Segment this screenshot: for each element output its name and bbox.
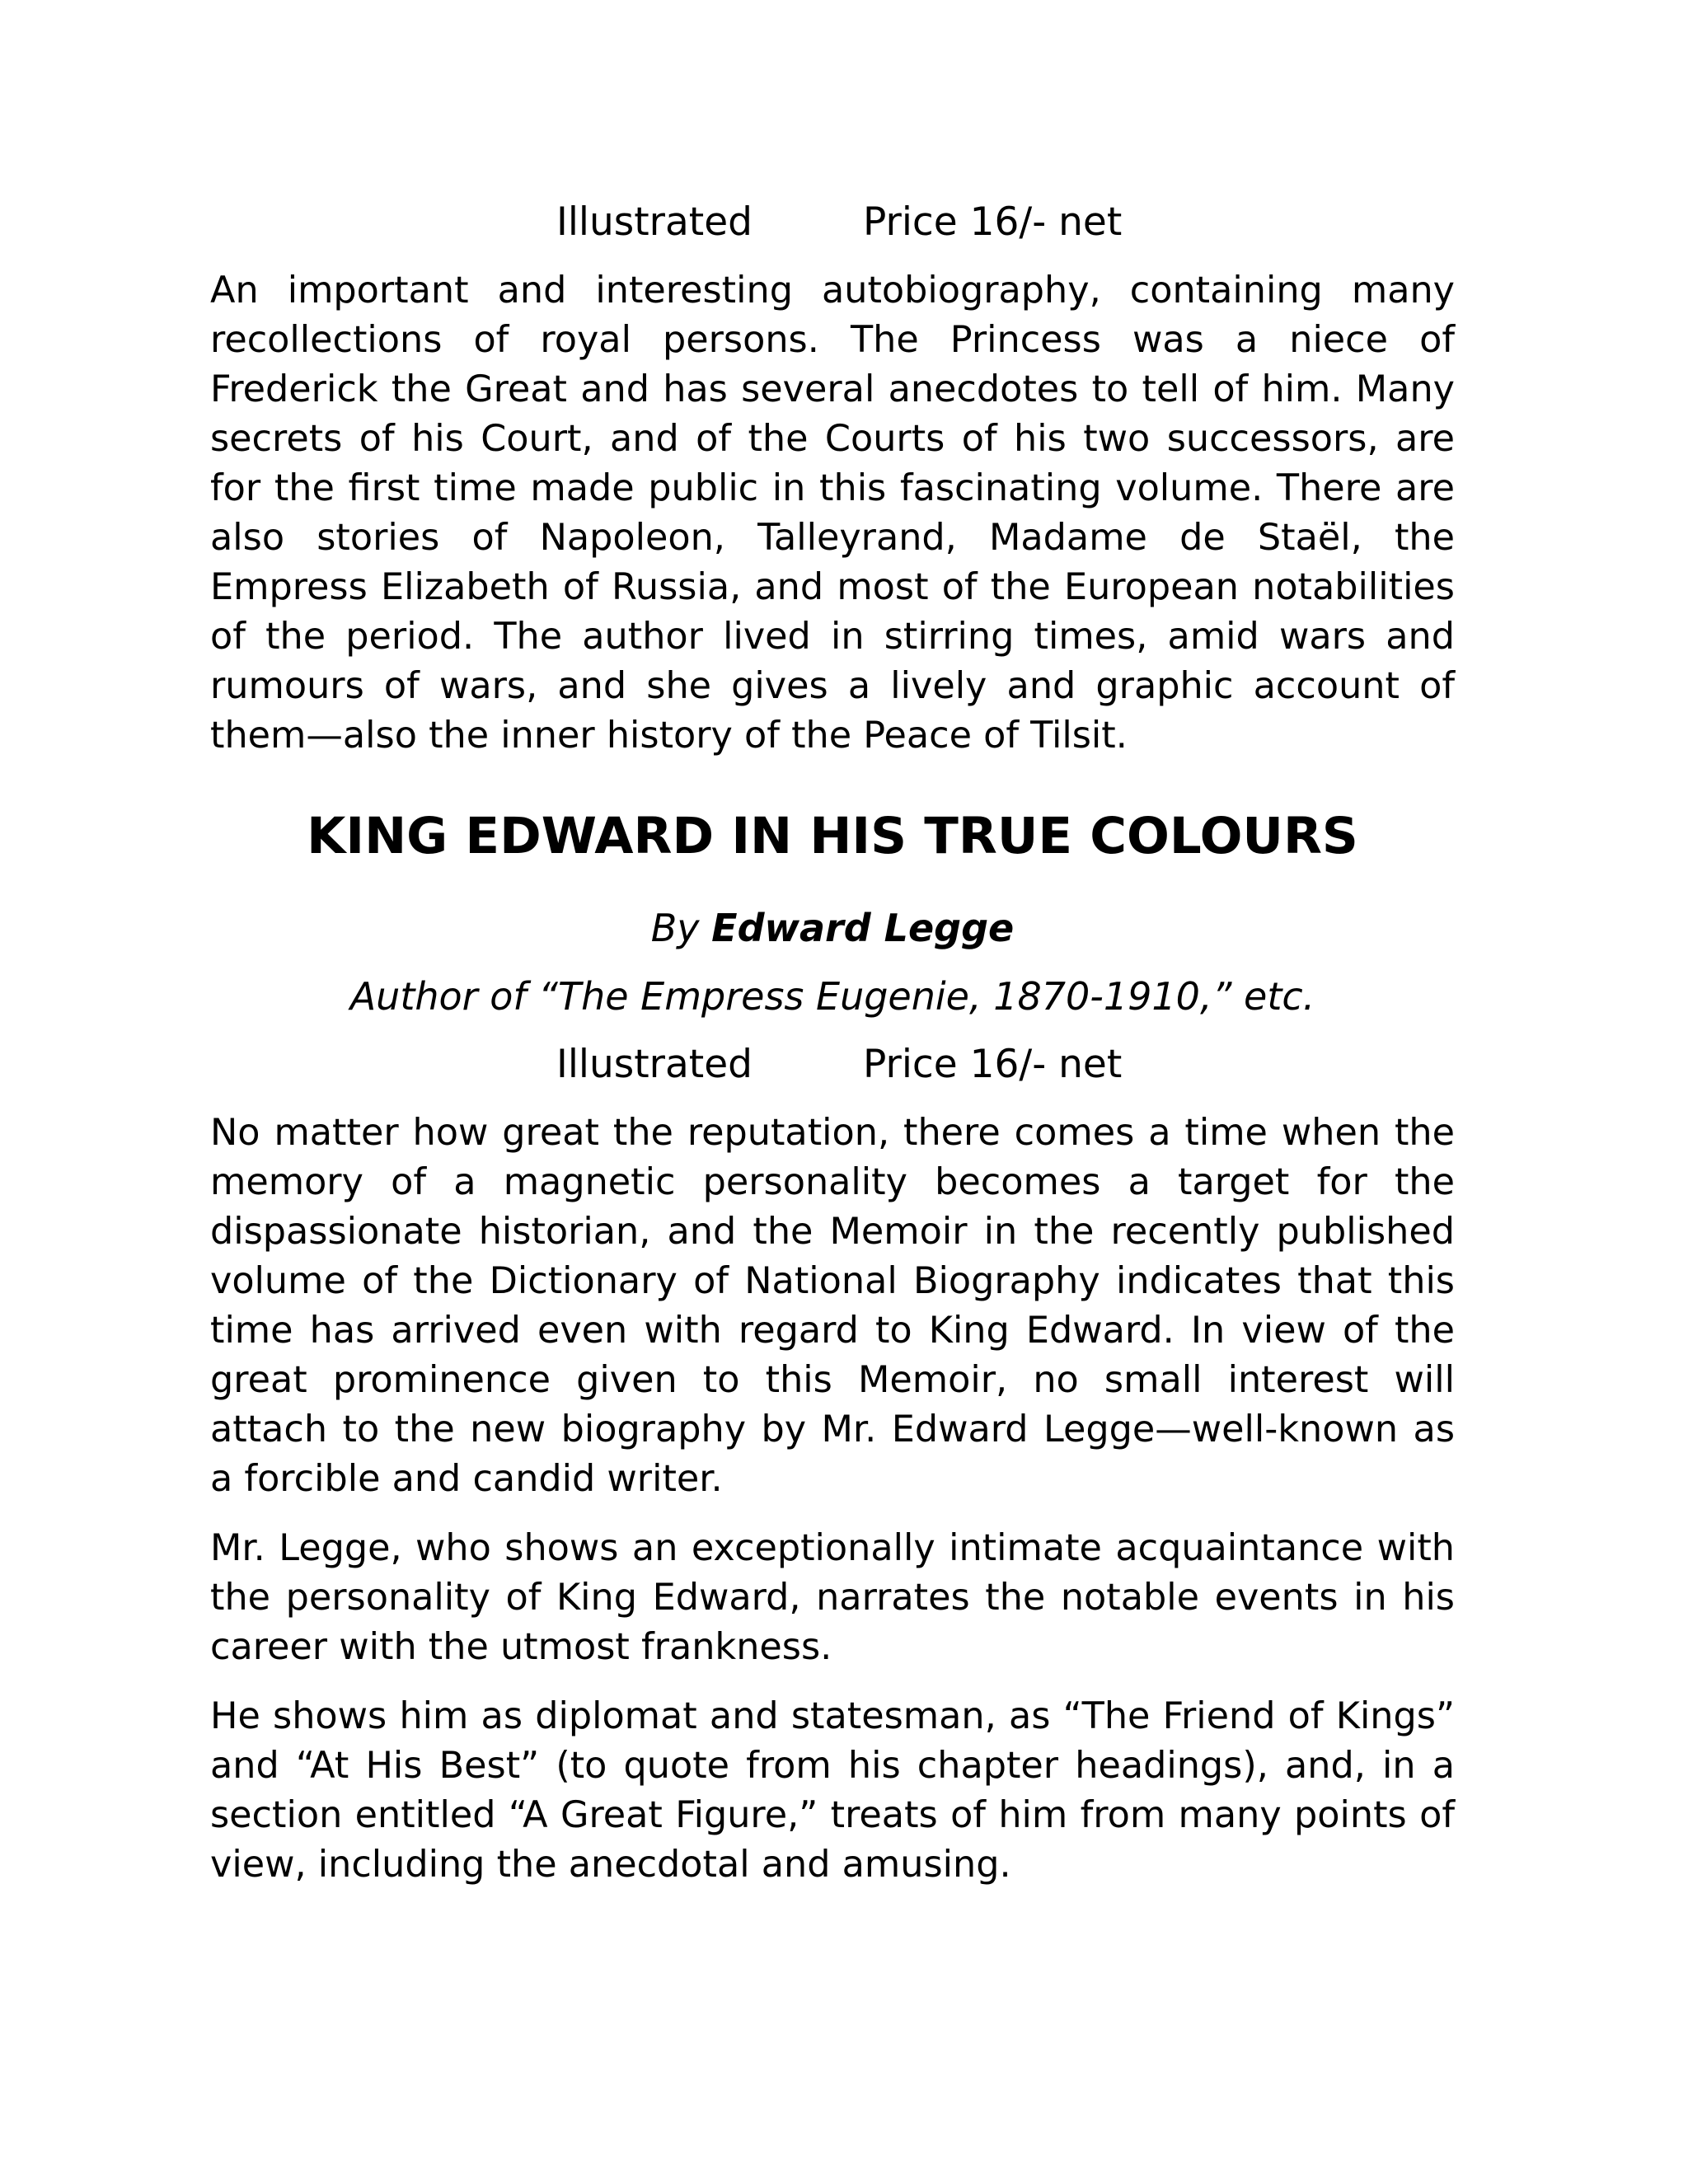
byline	[210, 899, 1455, 957]
illustrated-label: Illustrated	[556, 1042, 753, 1087]
book-description: An important and interesting autobiography, containing many recollections of royal persons. The Princess was a niece of Frederick the Great and has several anecdotes to tell of him. Many secrets of his Court, and of the Courts of his two successors, are for the first time made public in this fascinating volume. There are also stories of Napoleon, Talleyrand, Madame de Staël, the Empress Elizabeth of Russia, and most of the European notabilities of the period. The author lived in stirring times, amid wars and rumours of wars, and she gives a lively and graphic account of them—also the inner history of the Peace of Tilsit.	[210, 269, 1455, 757]
price-line	[210, 1036, 1455, 1094]
book-description-paragraph: No matter how great the reputation, there comes a time when the memory of a magnetic personality becomes a target for the dispassionate historian, and the Memoir in the recently published volume of the Dictionary of National Biography indicates that this time has arrived even with regard to King Edward. In view of the great prominence given to this Memoir, no small interest will attach to the new biography by Mr. Edward Legge—well-known as a forcible and candid writer.	[210, 1112, 1455, 1500]
book-description-paragraph: Mr. Legge, who shows an exceptionally intimate acquaintance with the personality of King Edward, narrates the notable events in his career with the utmost frankness.	[210, 1527, 1455, 1668]
price-label: Price 16/- net	[863, 199, 1123, 245]
by-label: By	[650, 906, 700, 950]
book-catalogue-page	[210, 194, 1455, 1890]
book-description-paragraph: He shows him as diplomat and statesman, as “The Friend of Kings” and “At His Best” (to quote from his chapter headings), and, in a section entitled “A Great Figure,” treats of him from many points of view, including the anecdotal and amusing.	[210, 1695, 1455, 1886]
illustrated-label: Illustrated	[556, 199, 753, 245]
author-name: Edward Legge	[711, 906, 1015, 950]
book-title: KING EDWARD IN HIS TRUE COLOURS	[307, 807, 1358, 865]
price-line	[210, 194, 1455, 251]
author-credits: Author of “The Empress Eugenie, 1870-1910,” etc.	[349, 974, 1315, 1019]
price-label: Price 16/- net	[863, 1042, 1123, 1087]
